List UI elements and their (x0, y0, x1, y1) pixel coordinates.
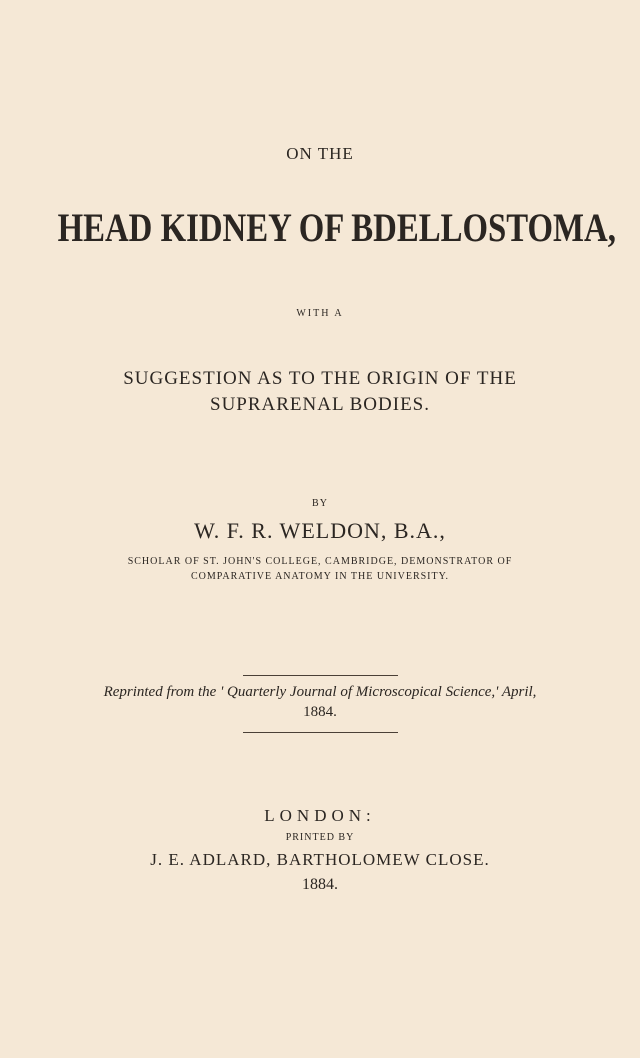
divider-rule-top (243, 675, 398, 676)
reprint-year: 1884. (303, 704, 337, 720)
publication-place: LONDON: (264, 806, 376, 825)
subtitle-line-1: SUGGESTION AS TO THE ORIGIN OF THE (123, 368, 517, 389)
affiliation-line-1: SCHOLAR OF ST. JOHN'S COLLEGE, CAMBRIDGE, DEMONSTRATOR OF (127, 556, 513, 567)
reprint-notice: Reprinted from the ' Quarterly Journal of Microscopical Science,' April, (103, 684, 537, 700)
main-title: HEAD KIDNEY OF BDELLOSTOMA, (57, 205, 616, 250)
by-label: BY (312, 498, 328, 509)
publication-year: 1884. (302, 876, 338, 893)
affiliation-line-2: COMPARATIVE ANATOMY IN THE UNIVERSITY. (190, 571, 450, 582)
subtitle-line-2: SUPRARENAL BODIES. (210, 394, 430, 415)
with-a-connector: WITH A (296, 308, 344, 319)
printer-name: J. E. ADLARD, BARTHOLOMEW CLOSE. (150, 850, 490, 869)
printed-by-label: PRINTED BY (285, 832, 355, 843)
preamble-on-the: ON THE (286, 144, 354, 163)
author-name: W. F. R. WELDON, B.A., (194, 518, 446, 543)
divider-rule-bottom (243, 732, 398, 733)
